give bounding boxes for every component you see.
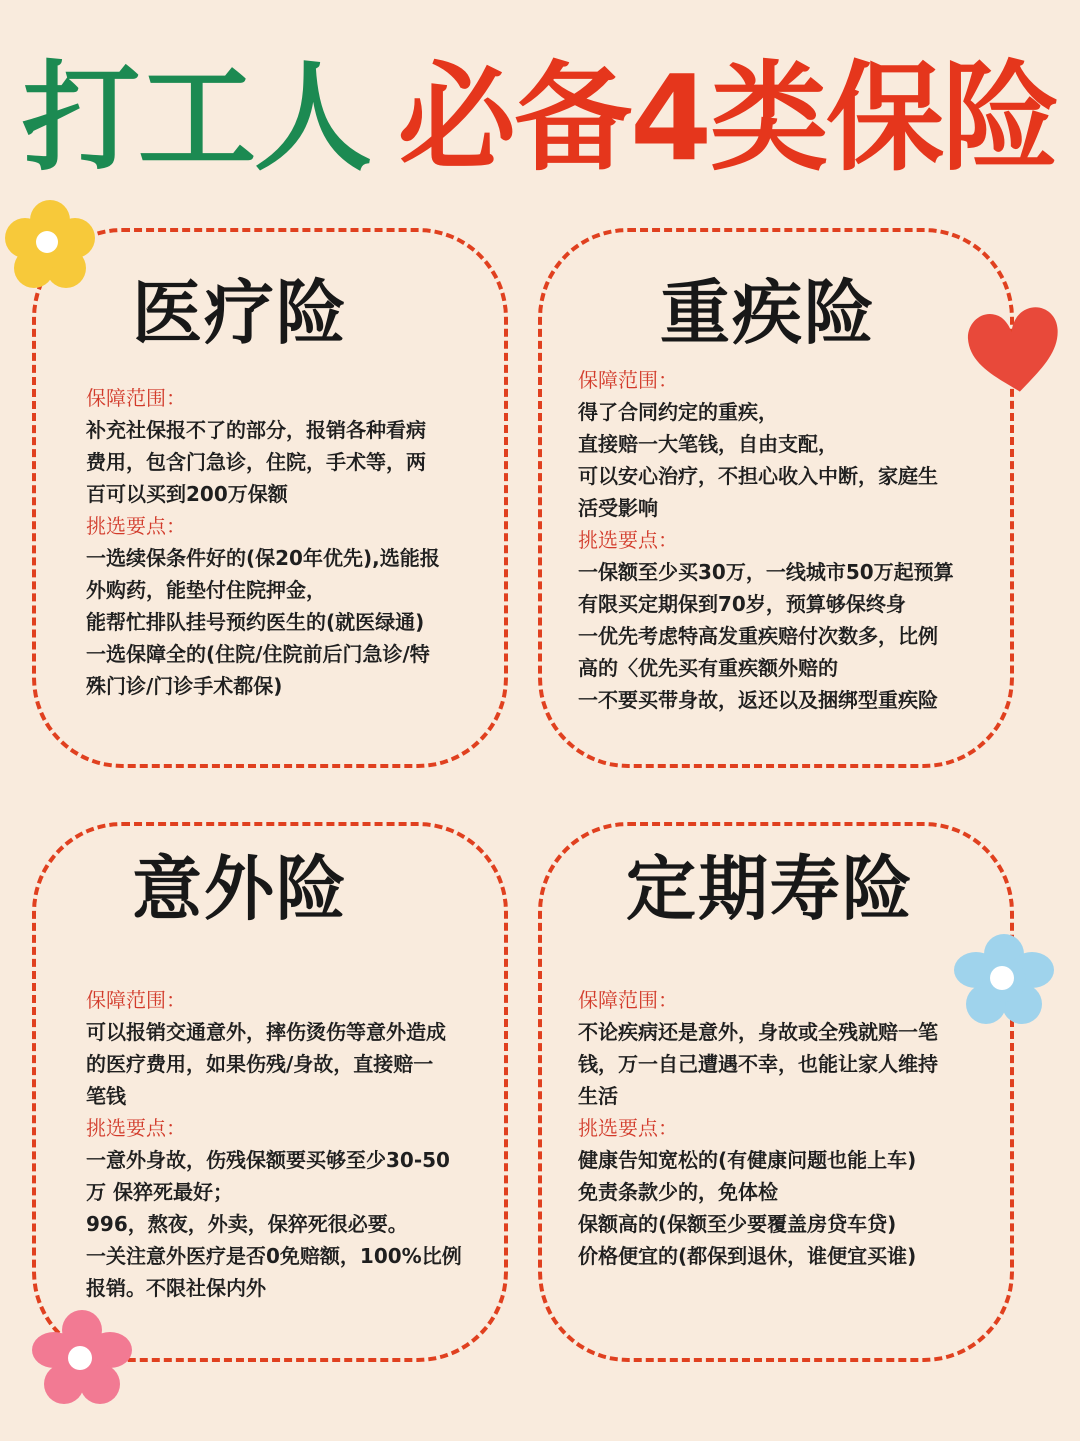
tips-line: 一优先考虑特高发重疾赔付次数多，比例 xyxy=(578,624,938,648)
card-body xyxy=(578,364,988,716)
card-title: 定期寿险 xyxy=(626,848,914,930)
card-body xyxy=(86,984,496,1304)
card-body xyxy=(578,984,988,1272)
tips-line: 一关注意外医疗是否0免赔额，100%比例 xyxy=(86,1244,462,1268)
coverage-line: 活受影响 xyxy=(578,496,658,520)
blue-flower-icon xyxy=(952,930,1056,1030)
tips-heading: 挑选要点： xyxy=(86,514,186,538)
page-title xyxy=(22,38,1062,198)
red-heart-icon xyxy=(962,300,1066,400)
coverage-line: 不论疾病还是意外，身故或全残就赔一笔 xyxy=(578,1020,938,1044)
tips-line: 保额高的(保额至少要覆盖房贷车贷) xyxy=(578,1212,897,1236)
yellow-flower-icon xyxy=(0,196,100,296)
tips-line: 价格便宜的(都保到退休，谁便宜买谁) xyxy=(578,1244,917,1268)
coverage-line: 直接赔一大笔钱，自由支配， xyxy=(578,432,838,456)
card-body xyxy=(86,382,486,702)
tips-line: 高的〈优先买有重疾额外赔的 xyxy=(578,656,838,680)
tips-line: 一不要买带身故，返还以及捆绑型重疾险 xyxy=(578,688,938,712)
pink-flower-icon xyxy=(30,1308,134,1408)
tips-heading: 挑选要点： xyxy=(578,528,678,552)
coverage-line: 费用，包含门急诊，住院，手术等，两 xyxy=(86,450,426,474)
coverage-line: 钱，万一自己遭遇不幸，也能让家人维持 xyxy=(578,1052,938,1076)
coverage-heading: 保障范围： xyxy=(578,368,678,392)
card-title: 意外险 xyxy=(132,848,348,930)
tips-line: 996，熬夜，外卖，保猝死很必要。 xyxy=(86,1212,408,1236)
coverage-line: 的医疗费用，如果伤残/身故，直接赔一 xyxy=(86,1052,434,1076)
title-part-green: 打工人 xyxy=(22,49,371,187)
tips-line: 一保额至少买30万，一线城市50万起预算 xyxy=(578,560,954,584)
card-critical-illness-insurance xyxy=(538,228,1014,768)
coverage-heading: 保障范围： xyxy=(578,988,678,1012)
tips-line: 一选续保条件好的(保20年优先),选能报 xyxy=(86,546,440,570)
coverage-line: 百可以买到200万保额 xyxy=(86,482,288,506)
tips-line: 万 保猝死最好； xyxy=(86,1180,233,1204)
card-title: 重疾险 xyxy=(660,272,876,354)
card-term-life-insurance xyxy=(538,822,1014,1362)
coverage-line: 笔钱 xyxy=(86,1084,126,1108)
tips-line: 健康告知宽松的(有健康问题也能上车) xyxy=(578,1148,917,1172)
title-part-red: 必备4类保险 xyxy=(398,49,1059,187)
tips-line: 能帮忙排队挂号预约医生的(就医绿通) xyxy=(86,610,425,634)
tips-line: 外购药，能垫付住院押金， xyxy=(86,578,326,602)
tips-line: 报销。不限社保内外 xyxy=(86,1276,266,1300)
card-medical-insurance xyxy=(32,228,508,768)
tips-heading: 挑选要点： xyxy=(86,1116,186,1140)
coverage-heading: 保障范围： xyxy=(86,988,186,1012)
coverage-line: 生活 xyxy=(578,1084,618,1108)
coverage-line: 可以报销交通意外，摔伤烫伤等意外造成 xyxy=(86,1020,446,1044)
tips-line: 殊门诊/门诊手术都保) xyxy=(86,674,283,698)
coverage-line: 可以安心治疗，不担心收入中断，家庭生 xyxy=(578,464,938,488)
tips-line: 免责条款少的，免体检 xyxy=(578,1180,778,1204)
tips-line: 一意外身故，伤残保额要买够至少30-50 xyxy=(86,1148,450,1172)
coverage-line: 得了合同约定的重疾， xyxy=(578,400,778,424)
coverage-heading: 保障范围： xyxy=(86,386,186,410)
card-accident-insurance xyxy=(32,822,508,1362)
coverage-line: 补充社保报不了的部分，报销各种看病 xyxy=(86,418,426,442)
card-title: 医疗险 xyxy=(132,272,348,354)
tips-line: 一选保障全的(住院/住院前后门急诊/特 xyxy=(86,642,430,666)
tips-heading: 挑选要点： xyxy=(578,1116,678,1140)
tips-line: 有限买定期保到70岁，预算够保终身 xyxy=(578,592,906,616)
